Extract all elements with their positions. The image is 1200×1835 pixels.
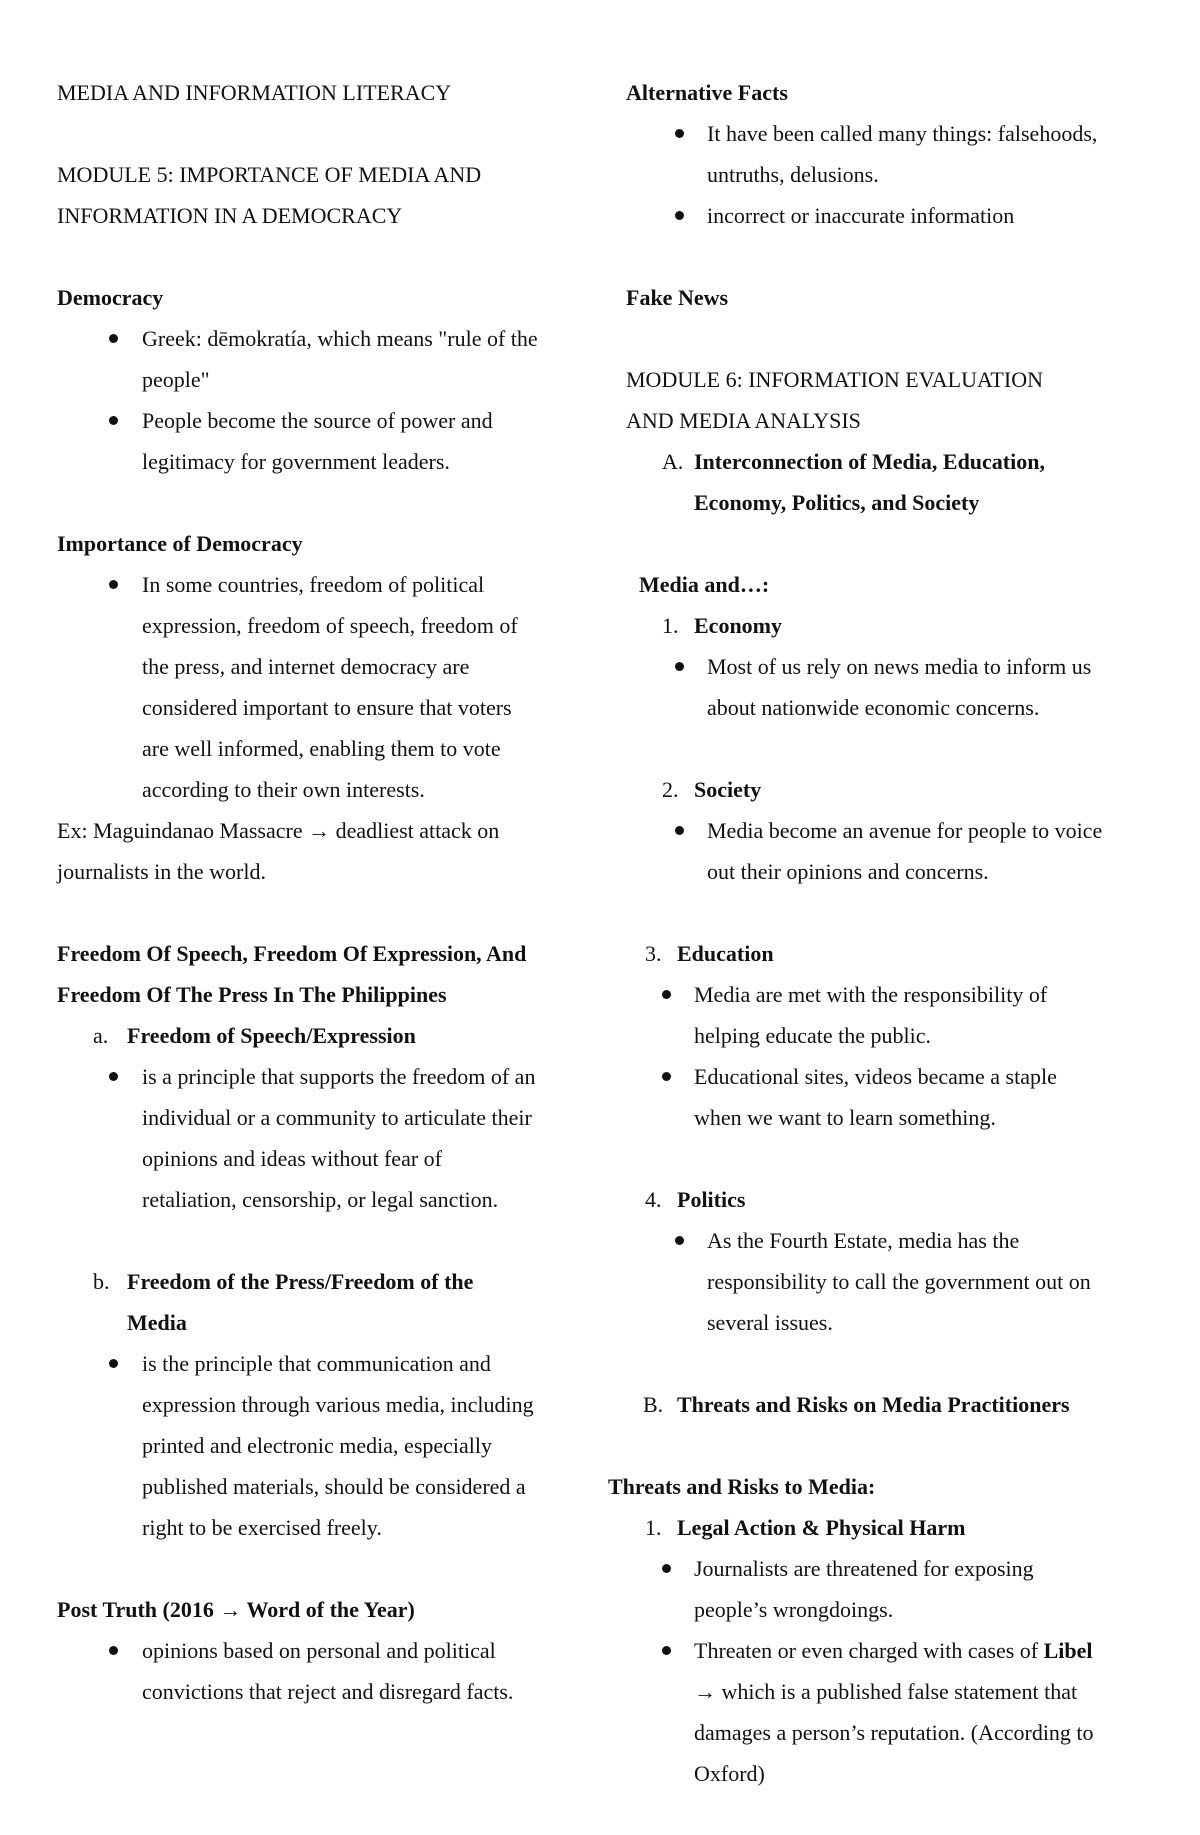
list-item-text: Threaten or even charged with cases of [694, 1638, 1044, 1663]
list-item-text: Journalists are threatened for exposing [694, 1556, 1034, 1581]
list-item-text: people’s wrongdoings. [694, 1597, 894, 1622]
item-politics [607, 1179, 1167, 1220]
freedom-heading-line1: Freedom Of Speech, Freedom Of Expression, And [57, 941, 527, 966]
section-B [607, 1384, 1167, 1425]
media-and-heading: Media and…: [639, 572, 770, 597]
education-list [607, 974, 1167, 1138]
subsection-b-list [57, 1343, 577, 1548]
list-item-text: retaliation, censorship, or legal sanction. [142, 1187, 499, 1212]
list-item [57, 400, 577, 482]
item-society [607, 769, 1167, 810]
list-item-text: Media become an avenue for people to voice [707, 818, 1103, 843]
module5-title-line1: MODULE 5: IMPORTANCE OF MEDIA AND [57, 162, 482, 187]
subsection-a [57, 1015, 577, 1056]
list-item [607, 1220, 1167, 1343]
list-item-text: opinions based on personal and political [142, 1638, 496, 1663]
list-item-text: considered important to ensure that voters [142, 695, 512, 720]
freedom-heading-line2: Freedom Of The Press In The Philippines [57, 982, 447, 1007]
list-item-text: is a principle that supports the freedom of an [142, 1064, 536, 1089]
list-marker: 4. [645, 1187, 662, 1212]
libel-term: Libel [1043, 1638, 1093, 1663]
example-line1: Ex: Maguindanao Massacre → deadliest attack on [57, 818, 500, 843]
subsection-b-heading: Media [127, 1310, 187, 1335]
list-item [607, 974, 1167, 1056]
list-item [607, 1630, 1167, 1794]
list-item [57, 318, 577, 400]
section-A-heading: Economy, Politics, and Society [694, 490, 980, 515]
list-item [607, 810, 1167, 892]
subsection-a-list [57, 1056, 577, 1220]
threats-heading: Threats and Risks to Media: [608, 1474, 876, 1499]
list-item-text: untruths, delusions. [707, 162, 879, 187]
democracy-list [57, 318, 577, 482]
list-item [57, 1056, 577, 1220]
list-item-text: several issues. [707, 1310, 833, 1335]
list-item-text: published materials, should be considered a [142, 1474, 526, 1499]
list-item-text: responsibility to call the government out on [707, 1269, 1091, 1294]
subsection-b [57, 1261, 577, 1343]
list-item-text: people" [142, 367, 210, 392]
list-item-text: As the Fourth Estate, media has the [707, 1228, 1020, 1253]
list-item [607, 646, 1167, 728]
politics-heading: Politics [677, 1187, 746, 1212]
importance-heading: Importance of Democracy [57, 531, 303, 556]
list-marker: 1. [645, 1515, 662, 1540]
list-item [57, 1630, 577, 1712]
list-item-text: damages a person’s reputation. (According to [694, 1720, 1094, 1745]
list-marker: 2. [662, 777, 679, 802]
list-marker: b. [93, 1269, 110, 1294]
list-item-text: Greek: dēmokratía, which means "rule of the [142, 326, 538, 351]
list-item-text: People become the source of power and [142, 408, 493, 433]
education-heading: Education [677, 941, 774, 966]
section-A-heading: Interconnection of Media, Education, [694, 449, 1045, 474]
list-item-text: are well informed, enabling them to vote [142, 736, 501, 761]
list-item-text: convictions that reject and disregard facts. [142, 1679, 514, 1704]
list-item-text: the press, and internet democracy are [142, 654, 470, 679]
post-truth-heading: Post Truth (2016 → Word of the Year) [57, 1597, 415, 1622]
list-item-text: → which is a published false statement that [694, 1679, 1078, 1704]
list-item-text: about nationwide economic concerns. [707, 695, 1040, 720]
module5-title-line2: INFORMATION IN A DEMOCRACY [57, 203, 403, 228]
list-item-text: legitimacy for government leaders. [142, 449, 450, 474]
list-item [57, 564, 577, 810]
fake-news-heading: Fake News [626, 285, 729, 310]
list-marker: A. [662, 449, 684, 474]
subsection-b-heading: Freedom of the Press/Freedom of the [127, 1269, 474, 1294]
list-item-text: Most of us rely on news media to inform us [707, 654, 1092, 679]
list-item-text: according to their own interests. [142, 777, 425, 802]
alternative-facts-heading: Alternative Facts [626, 80, 788, 105]
legal-action-list [607, 1548, 1167, 1794]
list-item [607, 1548, 1167, 1630]
list-marker: 3. [645, 941, 662, 966]
left-column [57, 72, 577, 1712]
subsection-a-heading: Freedom of Speech/Expression [127, 1023, 416, 1048]
list-item-text: printed and electronic media, especially [142, 1433, 493, 1458]
post-truth-list [57, 1630, 577, 1712]
module6-title-line1: MODULE 6: INFORMATION EVALUATION [626, 367, 1043, 392]
list-item-text: is the principle that communication and [142, 1351, 491, 1376]
legal-action-heading: Legal Action & Physical Harm [677, 1515, 966, 1540]
right-column [607, 72, 1167, 1794]
society-list [607, 810, 1167, 892]
item-education [607, 933, 1167, 974]
example-line2: journalists in the world. [57, 859, 266, 884]
list-item-text: when we want to learn something. [694, 1105, 996, 1130]
list-item-text: In some countries, freedom of political [142, 572, 485, 597]
list-item [607, 195, 1167, 236]
section-A [607, 441, 1167, 523]
section-B-heading: Threats and Risks on Media Practitioners [677, 1392, 1070, 1417]
politics-list [607, 1220, 1167, 1343]
list-marker: B. [643, 1392, 664, 1417]
list-item [607, 113, 1167, 195]
list-item [57, 1343, 577, 1548]
list-marker: 1. [662, 613, 679, 638]
list-item-text: individual or a community to articulate their [142, 1105, 532, 1130]
module6-title-line2: AND MEDIA ANALYSIS [626, 408, 861, 433]
list-item-text: expression, freedom of speech, freedom of [142, 613, 518, 638]
importance-list [57, 564, 577, 810]
list-item-text: It have been called many things: falsehoods, [707, 121, 1098, 146]
document-title: MEDIA AND INFORMATION LITERACY [57, 80, 452, 105]
item-legal-action [607, 1507, 1167, 1548]
item-economy [607, 605, 1167, 646]
democracy-heading: Democracy [57, 285, 164, 310]
list-marker: a. [93, 1023, 109, 1048]
list-item-text: opinions and ideas without fear of [142, 1146, 442, 1171]
list-item-text: out their opinions and concerns. [707, 859, 989, 884]
list-item [607, 1056, 1167, 1138]
list-item-text: helping educate the public. [694, 1023, 932, 1048]
society-heading: Society [694, 777, 762, 802]
list-item-text: incorrect or inaccurate information [707, 203, 1015, 228]
list-item-text: right to be exercised freely. [142, 1515, 382, 1540]
list-item-text: Educational sites, videos became a staple [694, 1064, 1057, 1089]
alternative-facts-list [607, 113, 1167, 236]
list-item-text: expression through various media, including [142, 1392, 534, 1417]
economy-list [607, 646, 1167, 728]
list-item-text: Oxford) [694, 1761, 765, 1786]
list-item-text: Media are met with the responsibility of [694, 982, 1048, 1007]
economy-heading: Economy [694, 613, 782, 638]
